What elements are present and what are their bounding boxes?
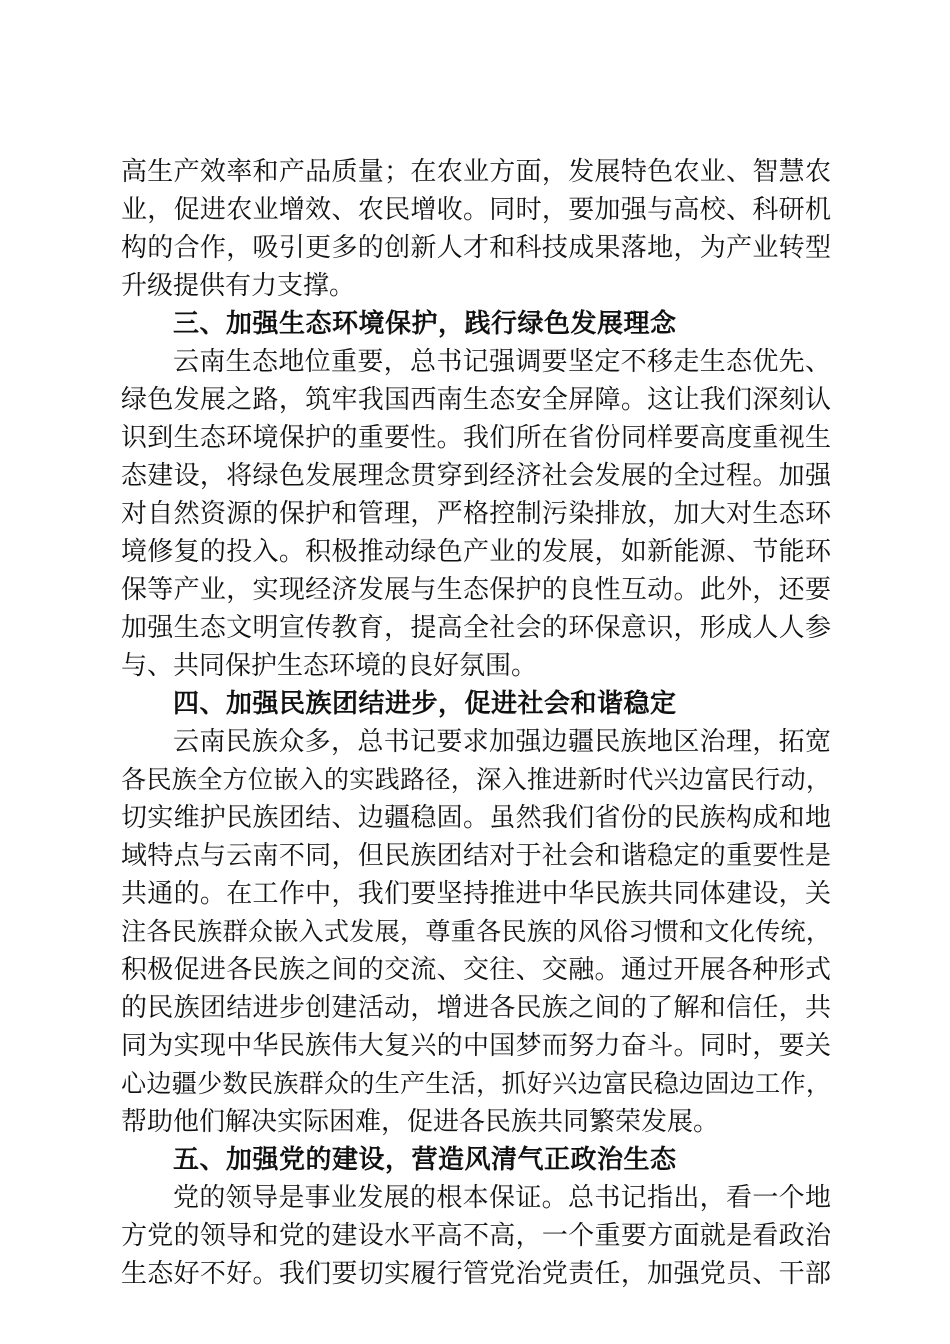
body-text-line: 云南生态地位重要，总书记强调要坚定不移走生态优先、 [173,347,831,377]
section-heading: 三、加强生态环境保护，践行绿色发展理念 [173,309,677,339]
body-text-line: 加强生态文明宣传教育，提高全社会的环保意识，形成人人参 [121,613,831,643]
body-text-line: 升级提供有力支撑。 [121,271,356,301]
body-text-line: 生态好不好。我们要切实履行管党治党责任，加强党员、干部 [121,1259,831,1289]
body-text-line: 保等产业，实现经济发展与生态保护的良性互动。此外，还要 [121,575,831,605]
body-text-line: 心边疆少数民族群众的生产生活，抓好兴边富民稳边固边工作， [121,1069,831,1098]
body-text-line: 方党的领导和党的建设水平高不高，一个重要方面就是看政治 [121,1221,831,1251]
body-text-line: 业，促进农业增效、农民增收。同时，要加强与高校、科研机 [121,195,831,225]
body-text-line: 的民族团结进步创建活动，增进各民族之间的了解和信任，共 [121,993,831,1023]
section-heading: 四、加强民族团结进步，促进社会和谐稳定 [173,689,677,719]
body-text-line: 各民族全方位嵌入的实践路径，深入推进新时代兴边富民行动， [121,765,831,794]
body-text-line: 同为实现中华民族伟大复兴的中国梦而努力奋斗。同时，要关 [121,1031,831,1061]
body-text-line: 境修复的投入。积极推动绿色产业的发展，如新能源、节能环 [121,537,831,567]
body-text-line: 对自然资源的保护和管理，严格控制污染排放，加大对生态环 [121,499,831,529]
body-text-line: 共通的。在工作中，我们要坚持推进中华民族共同体建设，关 [121,879,831,909]
body-text-line: 高生产效率和产品质量；在农业方面，发展特色农业、智慧农 [121,157,831,187]
body-text-line: 切实维护民族团结、边疆稳固。虽然我们省份的民族构成和地 [121,803,831,833]
body-text-line: 注各民族群众嵌入式发展，尊重各民族的风俗习惯和文化传统， [121,917,831,946]
body-text-line: 域特点与云南不同，但民族团结对于社会和谐稳定的重要性是 [121,841,831,871]
body-text-line: 识到生态环境保护的重要性。我们所在省份同样要高度重视生 [121,423,831,453]
body-text-line: 构的合作，吸引更多的创新人才和科技成果落地，为产业转型 [121,233,831,263]
section-heading: 五、加强党的建设，营造风清气正政治生态 [173,1145,677,1175]
body-text-line: 积极促进各民族之间的交流、交往、交融。通过开展各种形式 [121,955,831,985]
body-text-line: 云南民族众多，总书记要求加强边疆民族地区治理，拓宽 [173,727,831,757]
body-text-line: 党的领导是事业发展的根本保证。总书记指出，看一个地 [173,1183,831,1213]
body-text-line: 与、共同保护生态环境的良好氛围。 [121,651,538,681]
body-text-line: 态建设，将绿色发展理念贯穿到经济社会发展的全过程。加强 [121,461,831,491]
body-text-line: 帮助他们解决实际困难，促进各民族共同繁荣发展。 [121,1107,720,1137]
body-text-line: 绿色发展之路，筑牢我国西南生态安全屏障。这让我们深刻认 [121,385,831,415]
